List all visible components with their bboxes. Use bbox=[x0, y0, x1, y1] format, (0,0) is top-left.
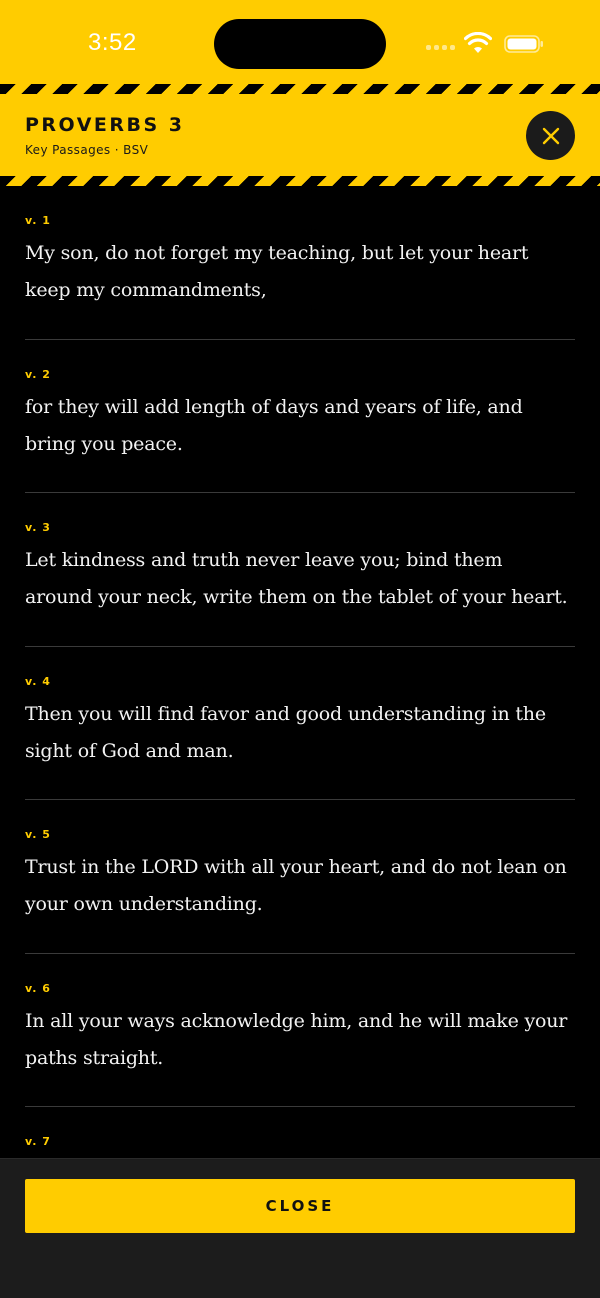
sheet-header bbox=[0, 0, 600, 186]
verse-list[interactable] bbox=[0, 186, 600, 1158]
signal-icon bbox=[426, 38, 456, 50]
close-button[interactable] bbox=[526, 111, 575, 160]
verse-item bbox=[25, 493, 575, 647]
page-subtitle: Key Passages · BSV bbox=[25, 143, 149, 157]
verse-text: My son, do not forget my teaching, but let your heart keep my commandments, bbox=[25, 242, 529, 301]
verse-item bbox=[25, 1107, 575, 1158]
verse-item bbox=[25, 800, 575, 954]
wifi-icon bbox=[464, 32, 492, 54]
verse-number: v. 2 bbox=[25, 367, 51, 381]
verse-number: v. 6 bbox=[25, 981, 51, 995]
close-sheet-button[interactable]: CLOSE bbox=[25, 1179, 575, 1233]
verse-text: for they will add length of days and years of life, and bring you peace. bbox=[25, 395, 523, 455]
dynamic-island bbox=[214, 19, 386, 69]
verse-item bbox=[25, 186, 575, 340]
verse-number: v. 5 bbox=[25, 828, 51, 841]
verse-number: v. 7 bbox=[25, 1135, 51, 1148]
status-bar bbox=[0, 0, 600, 84]
status-icons bbox=[424, 30, 554, 56]
verse-text: Trust in the LORD with all your heart, and do not lean on your own understanding. bbox=[25, 856, 567, 915]
verse-number: v. 4 bbox=[25, 674, 51, 688]
verse-item bbox=[25, 954, 575, 1108]
status-time: 3:52 bbox=[88, 29, 137, 56]
verse-text: In all your ways acknowledge him, and he will make your paths straight. bbox=[25, 1009, 568, 1069]
verse-text: Then you will find favor and good understanding in the sight of God and man. bbox=[25, 702, 546, 762]
sheet-footer bbox=[0, 1158, 600, 1298]
verse-item bbox=[25, 647, 575, 801]
close-icon bbox=[541, 126, 561, 146]
verse-text: Let kindness and truth never leave you; bind them around your neck, write them on the tablet of your heart. bbox=[25, 549, 568, 608]
hazard-stripe-top bbox=[0, 84, 600, 94]
verse-number: v. 1 bbox=[25, 214, 51, 227]
page-title: PROVERBS 3 bbox=[25, 114, 185, 136]
hazard-stripe-bottom bbox=[0, 176, 600, 186]
battery-icon bbox=[504, 35, 544, 53]
verse-item bbox=[25, 340, 575, 494]
verse-number: v. 3 bbox=[25, 521, 51, 534]
